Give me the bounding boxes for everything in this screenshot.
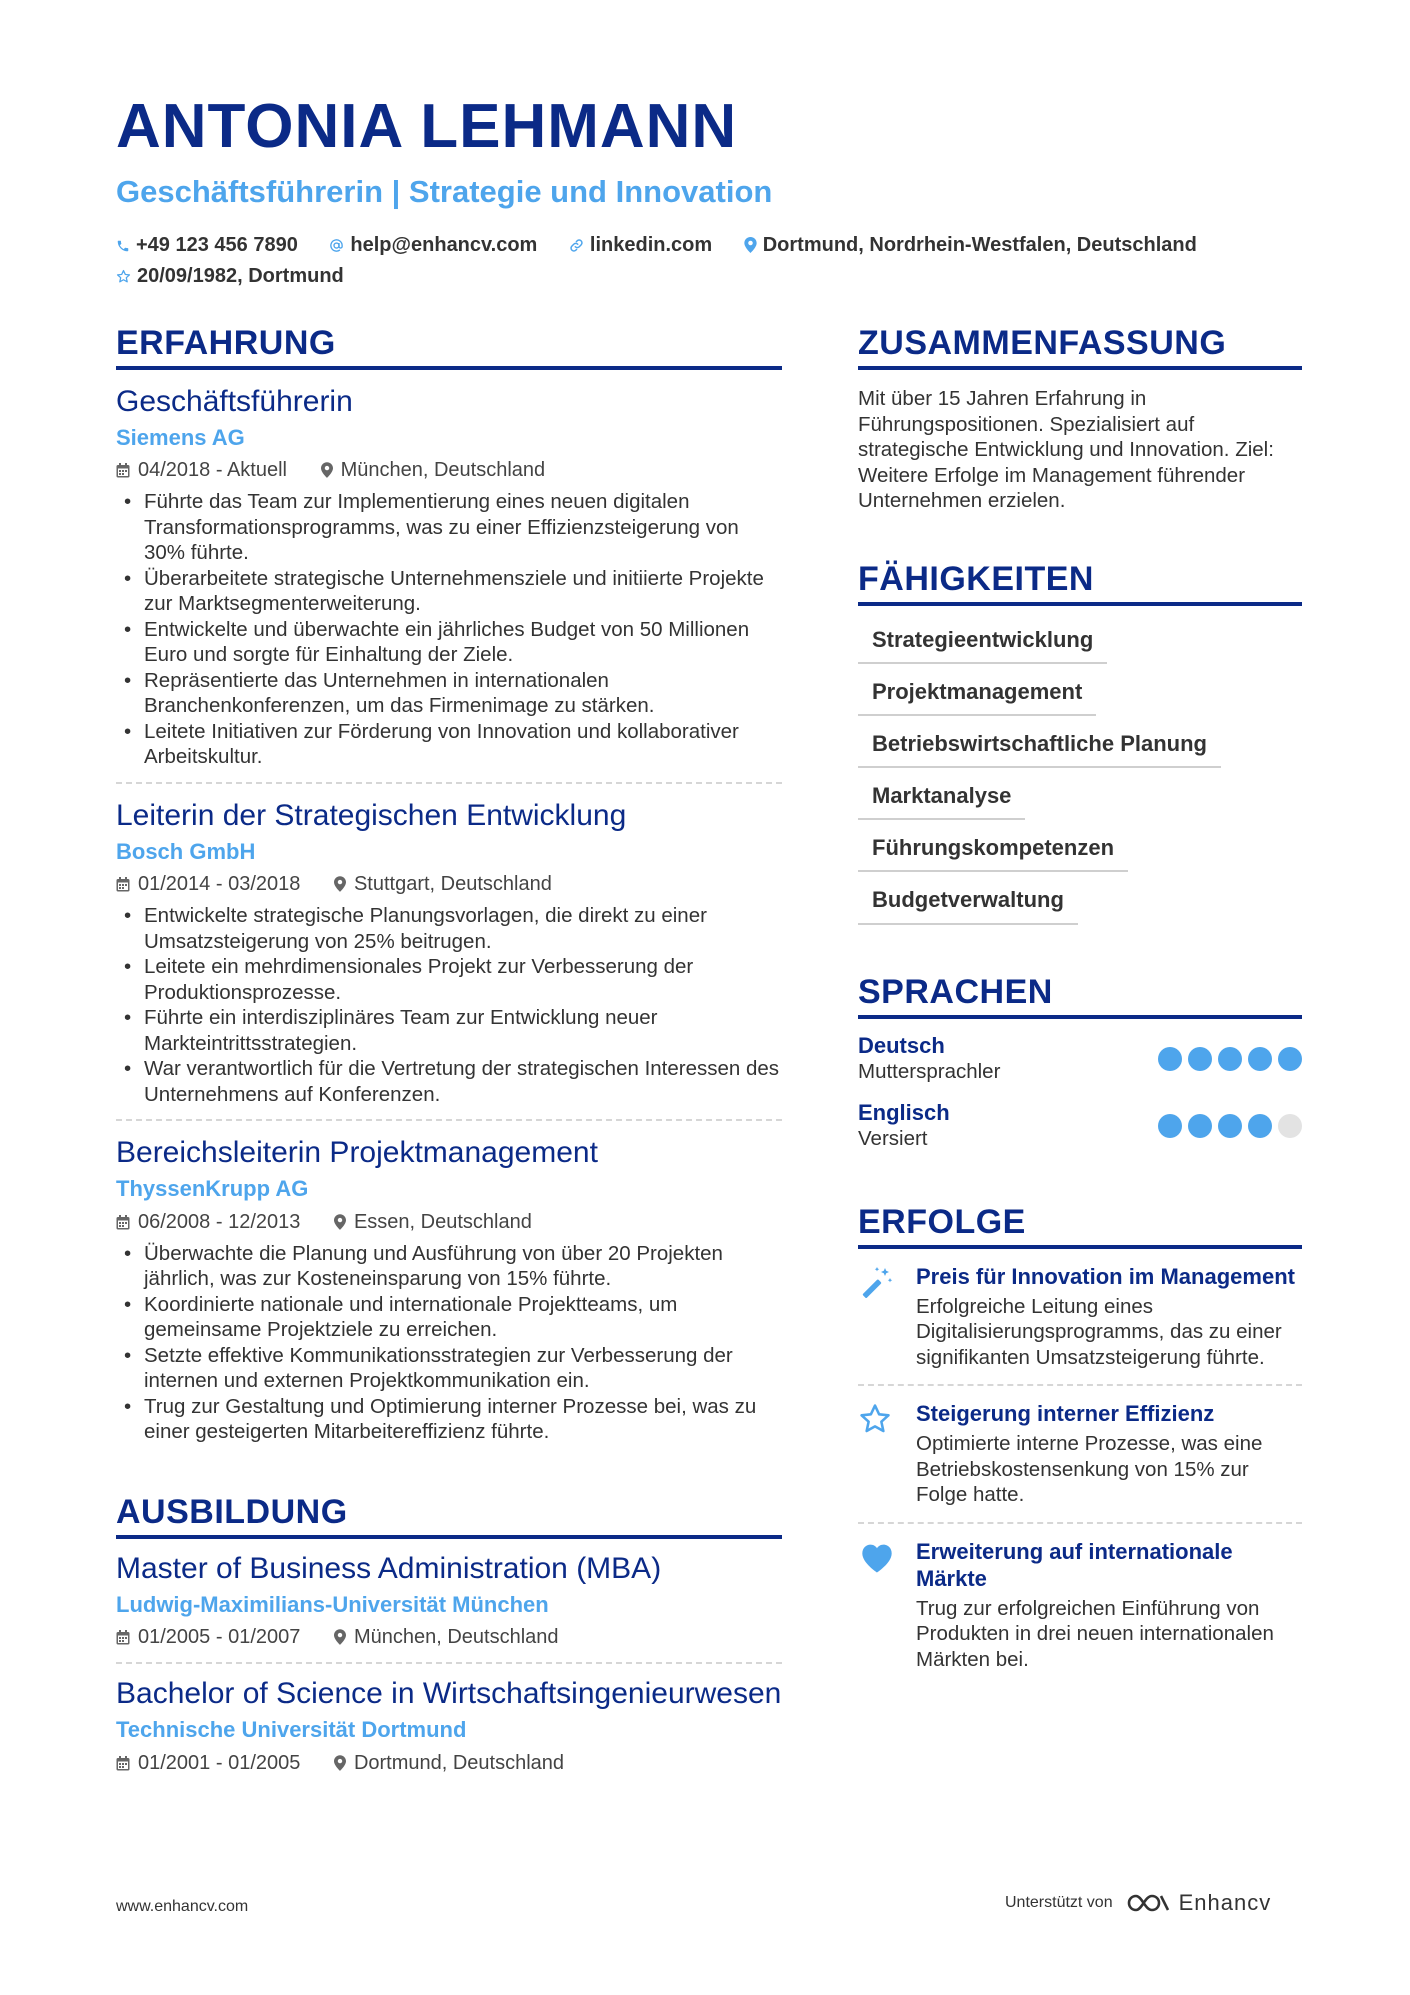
calendar-icon — [116, 1756, 130, 1771]
location-pin-icon — [334, 1629, 346, 1645]
languages-section — [858, 972, 1302, 1153]
left-column — [116, 326, 782, 1788]
heart-icon — [858, 1540, 896, 1574]
job-bullet: • Führte ein interdisziplinäres Team zur Entwicklung neuer Markteintrittsstrategien. — [116, 1005, 782, 1056]
linkedin-text: linkedin.com — [589, 234, 713, 256]
achievement-description: Optimierte interne Prozesse, was eine Betriebskostensenkung von 15% zur Folge hatte. — [916, 1432, 1263, 1507]
calendar-icon — [116, 1630, 130, 1645]
achievement-item — [858, 1524, 1302, 1687]
achievement-description: Erfolgreiche Leitung eines Digitalisierungsprogramms, das zu einer signifikanten Umsatzsteigerung führte. — [916, 1294, 1282, 1369]
enhancv-logo-icon — [1125, 1891, 1171, 1915]
skill-tag: Führungskompetenzen — [858, 822, 1128, 872]
language-level: Versiert — [858, 1127, 928, 1151]
achievement-title: Preis für Innovation im Management — [916, 1263, 1295, 1289]
location-pin-icon — [334, 1755, 346, 1771]
location-text: Dortmund, Nordrhein-Westfalen, Deutschland — [762, 234, 1197, 256]
skills-list — [858, 614, 1302, 925]
job-bullet: • Koordinierte nationale und internationale Projektteams, um gemeinsame Projektziele zu erreichen. — [116, 1292, 782, 1343]
education-entry — [116, 1664, 782, 1787]
location-pin-icon — [744, 237, 757, 253]
job-bullet: • War verantwortlich für die Vertretung der strategischen Interessen des Unternehmens auf Konferenzen. — [116, 1056, 782, 1107]
rating-dot-filled — [1158, 1047, 1182, 1071]
achievement-item — [858, 1386, 1302, 1524]
location-pin-icon — [321, 462, 333, 478]
achievement-item — [858, 1249, 1302, 1387]
job-location-text: Essen, Deutschland — [353, 1210, 532, 1233]
job-date — [116, 455, 287, 485]
job-bullet: • Repräsentierte das Unternehmen in internationalen Branchenkonferenzen, um das Firmenimage zu stärken. — [116, 668, 782, 719]
location-pin-icon — [334, 876, 346, 892]
language-level: Muttersprachler — [858, 1060, 1001, 1084]
education-meta — [116, 1748, 782, 1778]
education-location — [334, 1622, 559, 1652]
degree-title: Bachelor of Science in Wirtschaftsingenieurwesen — [116, 1677, 782, 1711]
education-meta — [116, 1622, 782, 1652]
education-entry — [116, 1539, 782, 1664]
skill-tag: Strategieentwicklung — [858, 614, 1107, 664]
language-row — [858, 1033, 1302, 1086]
skill-tag: Projektmanagement — [858, 666, 1096, 716]
rating-dot-empty — [1278, 1114, 1302, 1138]
education-date — [116, 1622, 300, 1652]
job-bullets — [116, 489, 782, 770]
education-section-title: AUSBILDUNG — [116, 1495, 782, 1539]
skills-section — [858, 559, 1302, 925]
link-icon — [569, 238, 584, 253]
footer-branding — [1005, 1890, 1271, 1916]
education-list — [116, 1539, 782, 1788]
experience-entry — [116, 784, 782, 1121]
company-name: Siemens AG — [116, 424, 245, 450]
footer-website[interactable]: www.enhancv.com — [116, 1898, 249, 1915]
job-bullet: • Überarbeitete strategische Unternehmensziele und initiierte Projekte zur Marktsegmenterweiterung. — [116, 566, 782, 617]
contact-email[interactable] — [329, 230, 537, 261]
calendar-icon — [116, 877, 130, 892]
calendar-icon — [116, 463, 130, 478]
rating-dot-filled — [1248, 1047, 1272, 1071]
languages-section-title: SPRACHEN — [858, 975, 1302, 1019]
achievement-description: Trug zur erfolgreichen Einführung von Produkten in drei neuen internationalen Märkten bei. — [916, 1596, 1274, 1671]
location-pin-icon — [334, 1214, 346, 1230]
education-location-text: München, Deutschland — [353, 1626, 559, 1649]
school-name: Ludwig-Maximilians-Universität München — [116, 1591, 549, 1617]
language-name: Deutsch — [858, 1032, 945, 1058]
email-text: help@enhancv.com — [350, 234, 538, 256]
experience-entry — [116, 1121, 782, 1456]
achievements-section — [858, 1202, 1302, 1687]
skills-section-title: FÄHIGKEITEN — [858, 562, 1302, 606]
right-column — [858, 326, 1302, 1686]
magic-wand-icon — [858, 1265, 894, 1301]
job-title: Bereichsleiterin Projektmanagement — [116, 1136, 598, 1170]
job-bullets — [116, 1241, 782, 1445]
job-meta — [116, 455, 782, 485]
education-date — [116, 1748, 300, 1778]
job-date-text: 04/2018 - Aktuell — [138, 459, 287, 482]
job-title: Geschäftsführerin — [116, 385, 353, 418]
star-outline-icon — [116, 269, 131, 284]
job-bullet: • Überwachte die Planung und Ausführung von über 20 Projekten jährlich, was zur Kosteneinsparung von 15% führte. — [116, 1241, 782, 1292]
job-title: Leiterin der Strategischen Entwicklung — [116, 798, 627, 832]
company-name: Bosch GmbH — [116, 838, 256, 864]
job-meta — [116, 869, 782, 899]
job-location — [334, 869, 552, 899]
job-date-text: 06/2008 - 12/2013 — [138, 1210, 301, 1233]
candidate-subtitle: Geschäftsführerin | Strategie und Innovation — [116, 174, 773, 209]
job-bullets — [116, 903, 782, 1107]
degree-title: Master of Business Administration (MBA) — [116, 1551, 662, 1585]
language-rating — [1158, 1047, 1302, 1071]
birth-text: 20/09/1982, Dortmund — [137, 265, 344, 287]
job-bullet: • Entwickelte strategische Planungsvorlagen, die direkt zu einer Umsatzsteigerung von 25% beitrugen. — [116, 903, 782, 954]
skill-tag: Marktanalyse — [858, 770, 1025, 820]
job-location — [321, 455, 546, 485]
job-date-text: 01/2014 - 03/2018 — [138, 873, 301, 896]
job-location-text: Stuttgart, Deutschland — [353, 873, 552, 896]
job-meta — [116, 1207, 782, 1237]
job-bullet: • Leitete Initiativen zur Förderung von Innovation und kollaborativer Arbeitskultur. — [116, 719, 782, 770]
contact-phone[interactable] — [116, 230, 298, 261]
job-bullet: • Setzte effektive Kommunikationsstrategien zur Verbesserung der internen und externen Projektkommunikation ein. — [116, 1343, 782, 1394]
education-date-text: 01/2001 - 01/2005 — [138, 1751, 301, 1774]
education-location-text: Dortmund, Deutschland — [353, 1751, 565, 1774]
contact-info — [116, 230, 1316, 292]
job-bullet: • Trug zur Gestaltung und Optimierung interner Prozesse bei, was zu einer gesteigerten Mitarbeitereffizienz führte. — [116, 1394, 782, 1445]
experience-entry — [116, 370, 782, 784]
job-bullet: • Entwickelte und überwachte ein jährliches Budget von 50 Millionen Euro und sorgte für Einhaltung der Ziele. — [116, 617, 782, 668]
language-name: Englisch — [858, 1099, 950, 1125]
achievements-section-title: ERFOLGE — [858, 1205, 1302, 1249]
rating-dot-filled — [1248, 1114, 1272, 1138]
rating-dot-filled — [1218, 1114, 1242, 1138]
calendar-icon — [116, 1215, 130, 1230]
rating-dot-filled — [1158, 1114, 1182, 1138]
language-rating — [1158, 1114, 1302, 1138]
job-location — [334, 1207, 532, 1237]
contact-location — [744, 230, 1197, 261]
language-row — [858, 1100, 1302, 1153]
achievement-title: Steigerung interner Effizienz — [916, 1401, 1215, 1427]
summary-text: Mit über 15 Jahren Erfahrung in Führungspositionen. Spezialisiert auf strategische Entwicklung und Innovation. Ziel: Weitere Erfolge im Management führender Unternehmen erzielen. — [858, 387, 1274, 512]
candidate-name: ANTONIA LEHMANN — [116, 92, 738, 161]
summary-section-title: ZUSAMMENFASSUNG — [858, 326, 1302, 370]
job-date — [116, 1207, 300, 1237]
job-date — [116, 869, 300, 899]
rating-dot-filled — [1188, 1114, 1212, 1138]
job-bullet: • Leitete ein mehrdimensionales Projekt zur Verbesserung der Produktionsprozesse. — [116, 954, 782, 1005]
education-location — [334, 1748, 564, 1778]
at-icon — [329, 238, 344, 253]
company-name: ThyssenKrupp AG — [116, 1176, 309, 1202]
contact-linkedin[interactable] — [569, 230, 712, 261]
experience-section-title: ERFAHRUNG — [116, 326, 782, 370]
job-location-text: München, Deutschland — [340, 459, 546, 482]
skill-tag: Budgetverwaltung — [858, 874, 1078, 924]
star-icon — [858, 1402, 892, 1436]
contact-birth — [116, 261, 344, 292]
achievement-title: Erweiterung auf internationale Märkte — [916, 1538, 1233, 1591]
school-name: Technische Universität Dortmund — [116, 1717, 467, 1743]
rating-dot-filled — [1278, 1047, 1302, 1071]
skill-tag: Betriebswirtschaftliche Planung — [858, 718, 1221, 768]
rating-dot-filled — [1218, 1047, 1242, 1071]
brand-name: Enhancv — [1178, 1890, 1272, 1915]
phone-icon — [116, 239, 130, 253]
powered-by-text: Unterstützt von — [1005, 1894, 1113, 1911]
education-date-text: 01/2005 - 01/2007 — [138, 1626, 301, 1649]
rating-dot-filled — [1188, 1047, 1212, 1071]
phone-text: +49 123 456 7890 — [136, 234, 298, 256]
education-section — [116, 1492, 782, 1788]
job-bullet: • Führte das Team zur Implementierung eines neuen digitalen Transformationsprogramms, was zu einer Effizienzsteigerung von 30% führte. — [116, 489, 782, 566]
